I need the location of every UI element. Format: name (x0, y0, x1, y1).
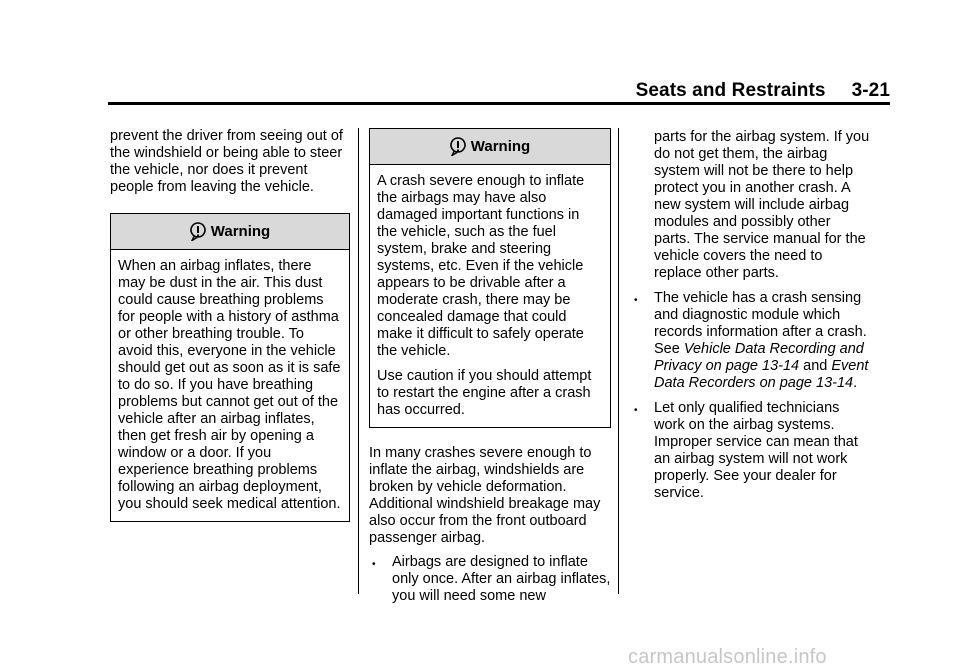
bullet-item (634, 290, 870, 392)
section-title: Seats and Restraints (635, 80, 826, 101)
header-rule (108, 102, 890, 105)
warning-text-2: Use caution if you should attempt to restart the engine after a crash has occurred. (377, 368, 592, 418)
cross-reference-link[interactable]: Event Data Recorders on page 13-14 (654, 358, 869, 391)
bullet-continuation: parts for the airbag system. If you do not get them, the airbag system will not be there to help protect you in another crash. A new system will include airbag modules and possibly other parts. The service manual for the vehicle covers the need to replace other parts. (654, 129, 870, 281)
warning-title: Warning (470, 138, 531, 155)
bullet-text-end: . (853, 375, 858, 391)
column-1 (110, 128, 350, 522)
bullet-text: The vehicle has a crash sensing and diagnostic module which records information after a crash. See (654, 290, 867, 357)
windshield-paragraph: In many crashes severe enough to inflate the airbag, windshields are broken by vehicle deformation. Additional windshield breakage may also occur from the front outboard passenger airbag. (369, 445, 601, 546)
column-2 (369, 128, 611, 605)
column-divider-left (358, 128, 359, 594)
warning-header (111, 214, 349, 250)
warning-body (111, 250, 349, 521)
column-divider-right (618, 128, 619, 594)
page-header (636, 80, 890, 102)
warning-header (370, 129, 610, 165)
col1-intro-paragraph: prevent the driver from seeing out of the windshield or being able to steer the vehicle, nor does it prevent people from leaving the vehicle. (110, 128, 343, 195)
warning-icon (450, 137, 466, 156)
cross-reference-link[interactable]: Vehicle Data Recording and Privacy on page 13-14 (654, 341, 864, 374)
warning-title: Warning (210, 223, 271, 240)
bullet-item (634, 400, 870, 502)
column-3 (634, 129, 870, 502)
bullet-text: Airbags are designed to inflate only once. After an airbag inflates, you will need some new (392, 554, 611, 604)
page-number: 3-21 (851, 80, 890, 101)
warning-box-dust (110, 213, 350, 522)
bullet-item (369, 554, 611, 605)
warning-box-crash (369, 128, 611, 428)
watermark: carmanualsonline.info (628, 646, 827, 668)
warning-text-1: A crash severe enough to inflate the airbags may have also damaged important functions in the vehicle, such as the fuel system, brake and steering systems, etc. Even if the vehicle appears to be drivable after a moderate crash, there may be concealed damage that could make it difficult to safely operate the vehicle. (377, 173, 585, 359)
bullet-text: Let only qualified technicians work on the airbag systems. Improper service can mean that an airbag system will not work properly. See your dealer for service. (654, 400, 858, 501)
bullet-text-and: and (803, 358, 828, 374)
bullet-icon: • (634, 405, 638, 416)
warning-icon (190, 222, 206, 241)
warning-text: When an airbag inflates, there may be dust in the air. This dust could cause breathing problems for people with a history of asthma or other breathing trouble. To avoid this, everyone in the vehicle should get out as soon as it is safe to do so. If you have breathing problems but cannot get out of the vehicle after an airbag inflates, then get fresh air by opening a window or a door. If you experience breathing problems following an airbag deployment, you should seek medical attention. (118, 258, 341, 512)
bullet-icon: • (634, 295, 638, 306)
warning-body (370, 165, 610, 427)
bullet-icon: • (372, 559, 376, 570)
